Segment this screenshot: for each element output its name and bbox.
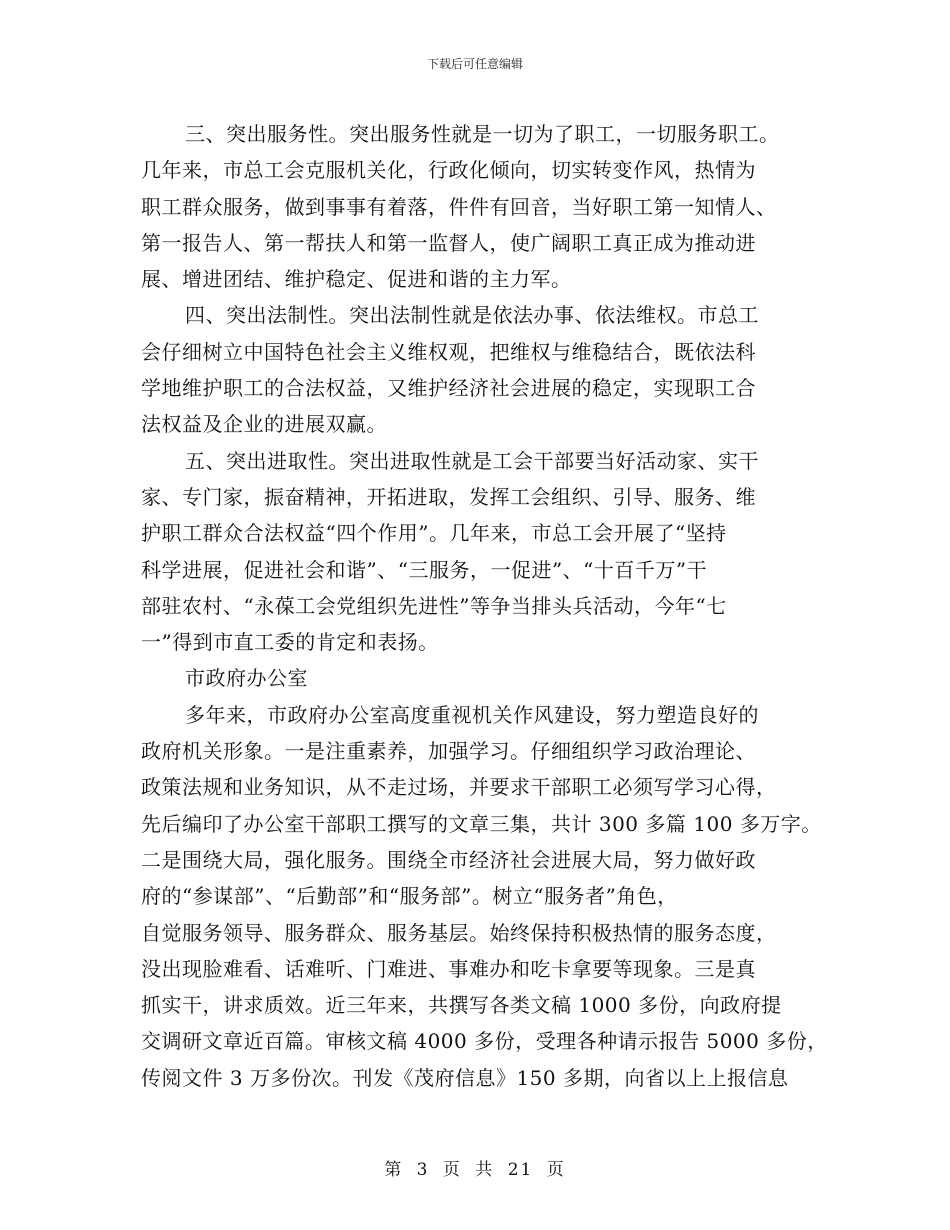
text-line: 抓实干，讲求质效。近三年来，共撰写各类文稿 1000 多份，向政府提 xyxy=(141,993,782,1018)
text-line: 会仔细树立中国特色社会主义维权观，把维权与维稳结合，既依法科 xyxy=(141,339,756,364)
page-header: 下载后可任意编辑 xyxy=(426,57,523,71)
text-line: 展、增进团结、维护稳定、促进和谐的主力军。 xyxy=(141,267,572,292)
text-line: 传阅文件 3 万多份次。刊发《茂府信息》150 多期，向省以上上报信息 xyxy=(141,1065,789,1090)
text-line: 交调研文章近百篇。审核文稿 4000 多份，受理各种请示报告 5000 多份， xyxy=(141,1029,828,1054)
text-line: 几年来，市总工会克服机关化，行政化倾向，切实转变作风，热情为 xyxy=(141,158,756,183)
text-line: 多年来，市政府办公室高度重视机关作风建设，努力塑造良好的 xyxy=(185,702,759,727)
text-line: 市政府办公室 xyxy=(185,666,308,691)
text-line: 自觉服务领导、服务群众、服务基层。始终保持积极热情的服务态度， xyxy=(141,920,777,945)
text-line: 职工群众服务，做到事事有着落，件件有回音，当好职工第一知情人、 xyxy=(141,194,777,219)
page-footer: 第 3 页 共 21 页 xyxy=(384,1160,566,1180)
text-line: 府的“参谋部”、“后勤部”和“服务部”。树立“服务者”角色， xyxy=(141,884,678,909)
text-line: 五、突出进取性。突出进取性就是工会干部要当好活动家、实干 xyxy=(185,448,759,473)
text-line: 先后编印了办公室干部职工撰写的文章三集，共计 300 多篇 100 多万字。 xyxy=(141,811,822,836)
text-line: 法权益及企业的进展双赢。 xyxy=(141,412,387,437)
text-line: 科学进展，促进社会和谐”、“三服务，一促进”、“十百千万”干 xyxy=(141,557,708,582)
text-line: 家、专门家，振奋精神，开拓进取，发挥工会组织、引导、服务、维 xyxy=(141,484,756,509)
text-line: 护职工群众合法权益“四个作用”。几年来，市总工会开展了“坚持 xyxy=(141,521,727,546)
document-body xyxy=(141,116,831,1096)
text-line: 学地维护职工的合法权益，又维护经济社会进展的稳定，实现职工合 xyxy=(141,376,756,401)
text-line: 政府机关形象。一是注重素养，加强学习。仔细组织学习政治理论、 xyxy=(141,739,756,764)
text-line: 部驻农村、“永葆工会党组织先进性”等争当排头兵活动，今年“七 xyxy=(141,593,727,618)
text-line: 没出现脸难看、话难听、门难进、事难办和吃卡拿要等现象。三是真 xyxy=(141,956,756,981)
text-line: 一”得到市直工委的肯定和表扬。 xyxy=(141,630,439,655)
text-line: 政策法规和业务知识，从不走过场，并要求干部职工必须写学习心得， xyxy=(141,775,777,800)
text-line: 三、突出服务性。突出服务性就是一切为了职工，一切服务职工。 xyxy=(185,122,780,146)
text-line: 第一报告人、第一帮扶人和第一监督人，使广阔职工真正成为推动进 xyxy=(141,230,756,255)
text-line: 四、突出法制性。突出法制性就是依法办事、依法维权。市总工 xyxy=(185,303,759,328)
text-line: 二是围绕大局，强化服务。围绕全市经济社会进展大局，努力做好政 xyxy=(141,847,756,872)
